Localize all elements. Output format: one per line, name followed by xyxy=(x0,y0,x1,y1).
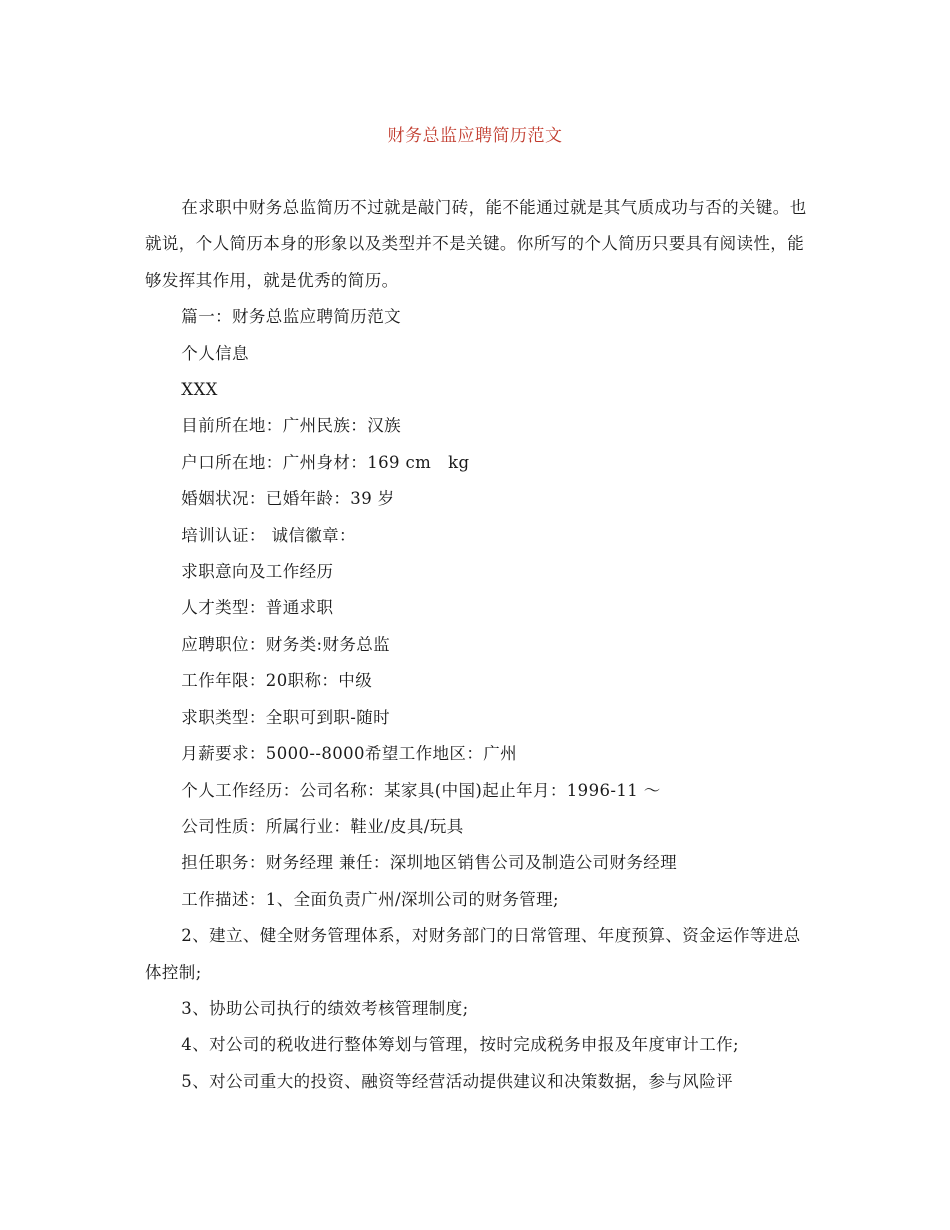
paragraph-personal-info-heading: 个人信息 xyxy=(181,343,249,363)
paragraph-duty-2: 2、建立、健全财务管理体系，对财务部门的日常管理、年度预算、资金运作等进总体控制; xyxy=(145,926,801,982)
paragraph-duty-5: 5、对公司重大的投资、融资等经营活动提供建议和决策数据，参与风险评 xyxy=(181,1071,733,1091)
paragraph-duty-1: 工作描述：1、全面负责广州/深圳公司的财务管理; xyxy=(181,889,560,909)
paragraph-company-nature: 公司性质：所属行业：鞋业/皮具/玩具 xyxy=(181,816,464,836)
paragraph-work-history: 个人工作经历：公司名称：某家具(中国)起止年月：1996-11 ～ xyxy=(181,780,661,800)
paragraph-marital: 婚姻状况：已婚年龄：39 岁 xyxy=(181,489,395,509)
paragraph-intro: 在求职中财务总监简历不过就是敲门砖，能不能通过就是其气质成功与否的关键。也就说，个人简历本身的形象以及类型并不是关键。你所写的个人简历只要具有阅读性，能够发挥其作用，就是优秀的简历。 xyxy=(145,198,807,290)
document-body xyxy=(145,190,810,1100)
paragraph-role: 担任职务：财务经理 兼任：深圳地区销售公司及制造公司财务经理 xyxy=(181,853,678,873)
document-title: 财务总监应聘简历范文 xyxy=(387,126,563,146)
paragraph-position: 应聘职位：财务类:财务总监 xyxy=(181,634,391,654)
paragraph-name: XXX xyxy=(181,380,218,400)
paragraph-job-type: 求职类型：全职可到职-随时 xyxy=(181,707,391,727)
paragraph-salary: 月薪要求：5000--8000希望工作地区：广州 xyxy=(181,744,518,764)
paragraph-household: 户口所在地：广州身材：169 cm kg xyxy=(181,452,470,472)
paragraph-years: 工作年限：20职称：中级 xyxy=(181,671,373,691)
paragraph-certification: 培训认证： 诚信徽章： xyxy=(181,525,356,545)
paragraph-talent-type: 人才类型：普通求职 xyxy=(181,598,334,618)
paragraph-duty-3: 3、协助公司执行的绩效考核管理制度; xyxy=(181,998,469,1018)
paragraph-location: 目前所在地：广州民族：汉族 xyxy=(181,416,401,436)
paragraph-duty-4: 4、对公司的税收进行整体筹划与管理，按时完成税务申报及年度审计工作; xyxy=(181,1035,739,1055)
paragraph-section-heading: 篇一：财务总监应聘简历范文 xyxy=(181,307,401,327)
paragraph-intent-heading: 求职意向及工作经历 xyxy=(181,562,334,582)
